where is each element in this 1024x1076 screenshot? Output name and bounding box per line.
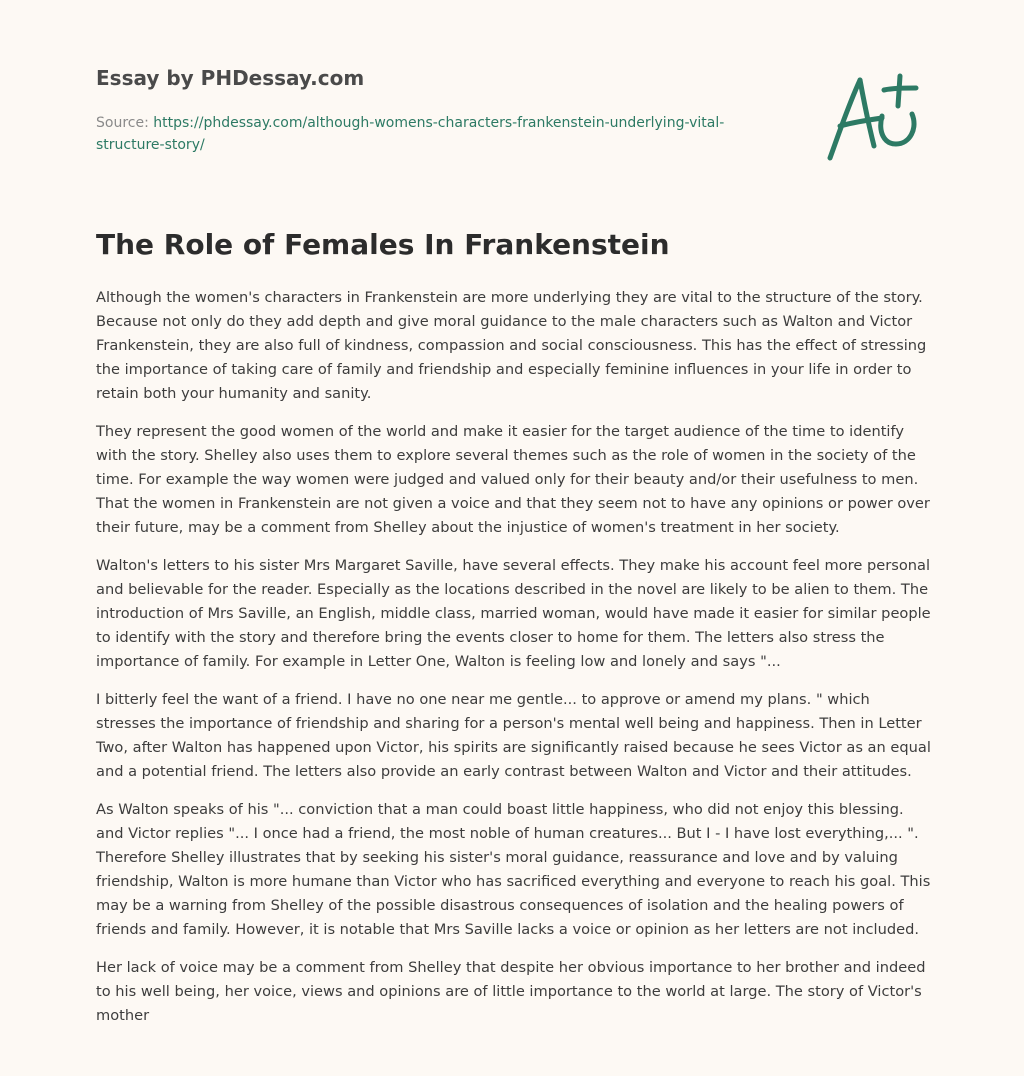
site-header [96, 64, 776, 156]
site-title: Essay by PHDessay.com [96, 66, 365, 90]
essay-paragraph: Although the women's characters in Frankenstein are more underlying they are vital to the structure of the story. Because not only do they add depth and give moral guidance to the male characters such as Walton and Victor Frankenstein, they are also full of kindness, compassion and social consciousness. This has the effect of stressing the importance of taking care of family and friendship and especially feminine influences in your life in order to retain both your humanity and sanity. [96, 289, 927, 402]
essay-title: The Role of Females In Frankenstein [96, 228, 670, 261]
a-plus-grade-icon [820, 66, 930, 166]
essay-paragraph: Walton's letters to his sister Mrs Margaret Saville, have several effects. They make his account feel more personal and believable for the reader. Especially as the locations described in the novel are likely to be alien to them. The introduction of Mrs Saville, an English, middle class, married woman, would have made it easier for similar people to identify with the story and therefore bring the events closer to home for them. The letters also stress the importance of family. For example in Letter One, Walton is feeling low and lonely and says "... [96, 557, 931, 670]
source-label: Source: [96, 115, 154, 131]
essay-body [96, 286, 932, 1042]
essay-paragraph: I bitterly feel the want of a friend. I have no one near me gentle... to approve or amend my plans. " which stresses the importance of friendship and sharing for a person's mental well being and happiness. Then in Letter Two, after Walton has happened upon Victor, his spirits are significantly raised because he sees Victor as an equal and a potential friend. The letters also provide an early contrast between Walton and Victor and their attitudes. [96, 691, 931, 780]
essay-paragraph: Her lack of voice may be a comment from Shelley that despite her obvious importance to her brother and indeed to his well being, her voice, views and opinions are of little importance to the world at large. The story of Victor's mother [96, 959, 926, 1024]
source-line [96, 112, 776, 156]
source-link[interactable]: https://phdessay.com/although-womens-characters-frankenstein-underlying-vital-structure-story/ [96, 115, 725, 153]
essay-paragraph: They represent the good women of the world and make it easier for the target audience of the time to identify with the story. Shelley also uses them to explore several themes such as the role of women in the society of the time. For example the way women were judged and valued only for their beauty and/or their usefulness to men. That the women in Frankenstein are not given a voice and that they seem not to have any opinions or power over their future, may be a comment from Shelley about the injustice of women's treatment in her society. [96, 423, 930, 536]
essay-paragraph: As Walton speaks of his "... conviction that a man could boast little happiness, who did not enjoy this blessing. and Victor replies "... I once had a friend, the most noble of human creatures... But I - I have lost everything,... ". Therefore Shelley illustrates that by seeking his sister's moral guidance, reassurance and love and by valuing friendship, Walton is more humane than Victor who has sacrificed everything and everyone to reach his goal. This may be a warning from Shelley of the possible disastrous consequences of isolation and the healing powers of friends and family. However, it is notable that Mrs Saville lacks a voice or opinion as her letters are not included. [96, 801, 931, 938]
